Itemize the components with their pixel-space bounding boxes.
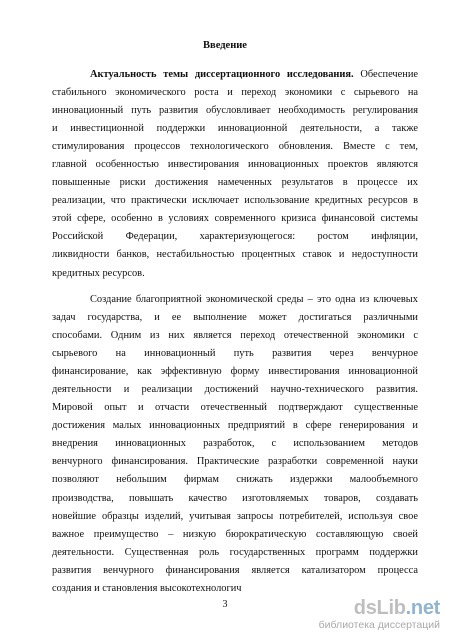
paragraph-1-line: реализации, что практически исключает использование кредитных ресурсов в xyxy=(52,195,418,207)
paragraph-2-line: важное преимущество – низкую бюрократическую составляющую своей xyxy=(52,528,418,540)
paragraph-1-line: повышенные риски достижения намеченных результатов в процессе их xyxy=(52,177,418,189)
paragraph-1-line: и инвестиционной поддержки инновационной деятельности, а также xyxy=(52,123,418,135)
paragraph-1-line: кредитных ресурсов. xyxy=(52,267,145,279)
paragraph-2-line: Создание благоприятной экономической среды – это одна из ключевых xyxy=(90,294,418,305)
paragraph-1-line: этой сфере, особенно в условиях современного кризиса финансовой системы xyxy=(52,213,418,225)
paragraph-2-line: способами. Одним из них является переход отечественной экономики с xyxy=(52,330,418,342)
paragraph-2-line: задач государства, и ее выполнение может достигаться различными xyxy=(52,312,418,324)
paragraph-1-line: главной особенностью инвестирования инновационных проектов являются xyxy=(52,159,418,171)
paragraph-1-line: стабильного экономического роста и переход экономики с сырьевого на xyxy=(52,87,418,99)
paragraph-2-line: создания и становления высокотехнологич xyxy=(52,582,242,594)
paragraph-2-line: новейшие образцы изделий, учитывая запросы потребителей, используя свое xyxy=(52,510,418,522)
page-number: 3 xyxy=(222,599,228,610)
paragraph-2-line: венчурного финансирования. Практические разработки современной науки xyxy=(52,456,418,468)
paragraph-2-line: внедрения инновационных разработок, с использованием методов xyxy=(52,438,418,450)
paragraph-2-line: сырьевого на инновационный путь развития через венчурное xyxy=(52,348,418,360)
paragraph-2-line: развития венчурного финансирования является катализатором процесса xyxy=(52,564,418,576)
paragraph-2-line: достижения малых инновационных предприятий в сфере генерирования и xyxy=(52,420,418,432)
watermark-subtitle: библиотека диссертаций xyxy=(318,619,440,631)
paragraph-1-lead: Актуальность темы диссертационного исследования. xyxy=(90,69,354,80)
paragraph-2-line: Мировой опыт и отчасти отечественный подтверждают существенные xyxy=(52,402,418,414)
paragraph-1-line: Актуальность темы диссертационного исследования. Обеспечение xyxy=(90,69,418,80)
paragraph-2-line: деятельности. Существенная роль государственных программ поддержки xyxy=(52,546,418,558)
paragraph-1-line: стимулирования процессов технологического обновления. Вместе с тем, xyxy=(52,141,418,153)
watermark xyxy=(319,597,440,631)
paragraph-2-line: финансирование, как эффективную форму инвестирования инновационной xyxy=(52,366,418,378)
paragraph-2 xyxy=(52,291,418,598)
paragraph-1-line: инновационный путь развития обусловливает необходимость регулирования xyxy=(52,105,418,117)
paragraph-2-line: позволяют небольшим фирмам снижать издержки малообъемного xyxy=(52,474,418,486)
paragraph-1 xyxy=(52,66,418,283)
watermark-logo: dsLib.net xyxy=(353,597,440,619)
page-title: Введение xyxy=(203,40,247,51)
paragraph-1-line: ликвидности банков, нестабильностью процентных ставок и недоступности xyxy=(52,249,418,261)
paragraph-2-line: деятельности и реализации достижений научно-технического развития. xyxy=(52,384,418,396)
paragraph-1-line: Российской Федерации, характеризующегося: ростом инфляции, xyxy=(52,231,418,243)
paragraph-2-line: производства, повышать качество изготовляемых товаров, создавать xyxy=(52,492,418,504)
